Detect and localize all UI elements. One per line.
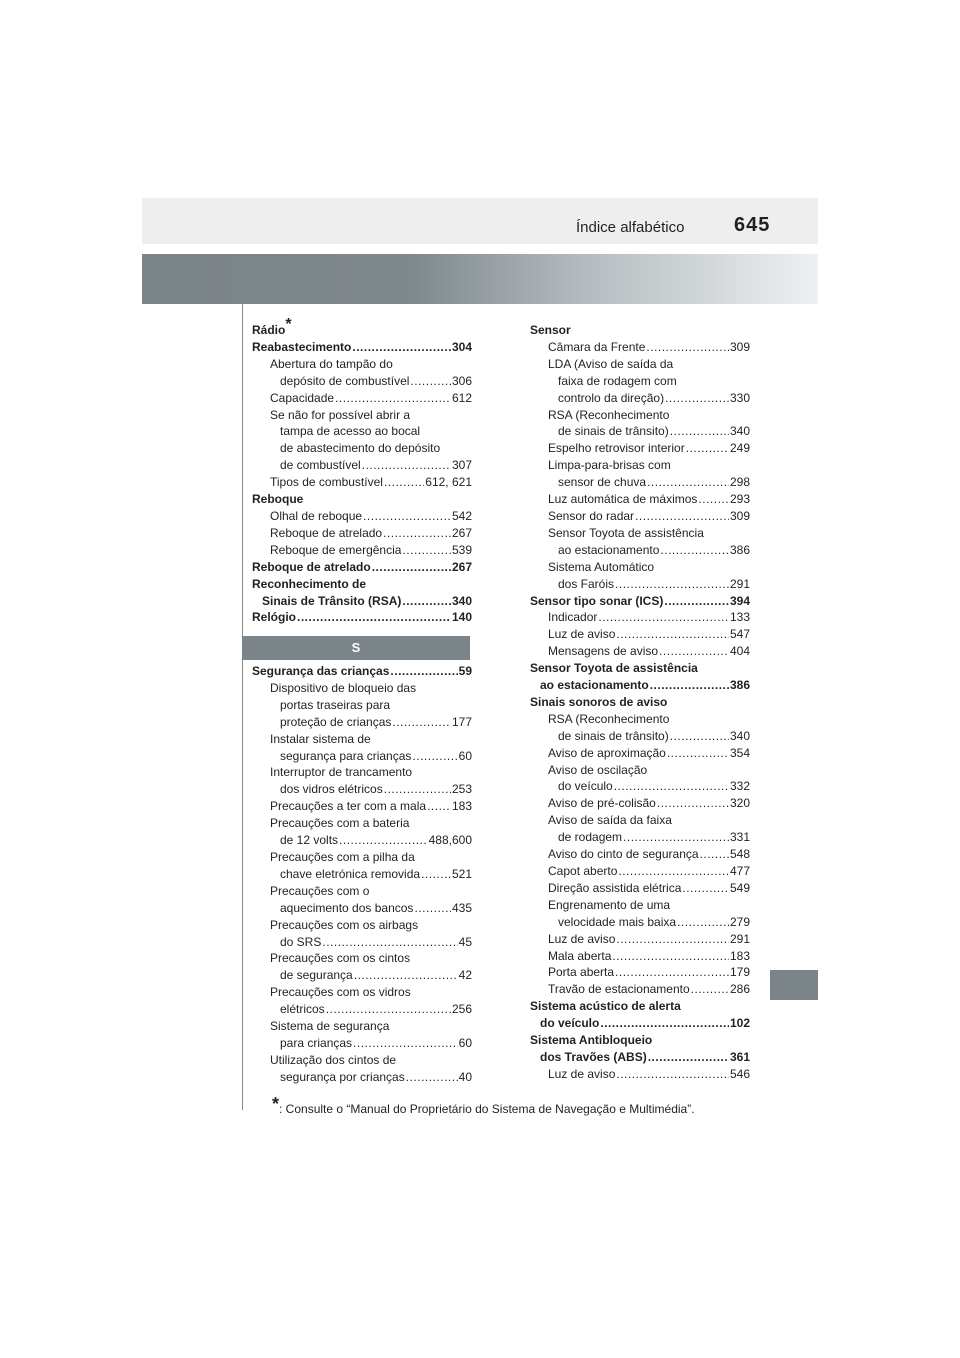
footnote-marker: * — [272, 1094, 280, 1114]
page-ref: 42 — [458, 968, 472, 983]
entry-text: segurança para crianças — [280, 748, 412, 763]
entry-text: Sensor tipo sonar (ICS) — [530, 593, 664, 608]
index-entry — [252, 407, 472, 475]
index-entry — [530, 964, 750, 981]
index-entry — [252, 950, 472, 984]
dot-leader — [657, 795, 729, 812]
page-ref: 340 — [451, 593, 472, 608]
dot-leader — [616, 931, 729, 948]
dot-leader — [635, 508, 729, 525]
entry-text: depósito de combustível — [280, 373, 410, 388]
page-ref: 330 — [729, 390, 750, 405]
dot-leader — [427, 798, 451, 815]
entry-text: Sistema acústico de alerta — [530, 999, 681, 1014]
entry-text: Reboque de atrelado — [270, 525, 383, 540]
page-ref: 291 — [729, 576, 750, 591]
entry-text: Reboque de emergência — [270, 542, 402, 557]
index-entry — [252, 474, 472, 491]
entry-text: Sinais de Trânsito (RSA) — [262, 593, 402, 608]
entry-text: Aviso de oscilação — [548, 762, 648, 777]
page-ref: 183 — [729, 948, 750, 963]
dot-leader — [339, 832, 428, 849]
index-entry — [530, 593, 750, 610]
dot-leader — [363, 508, 451, 525]
dot-leader — [372, 559, 451, 576]
index-column-s — [252, 663, 472, 1086]
dot-leader — [612, 948, 729, 965]
entry-text: Se não for possível abrir a — [270, 407, 411, 422]
entry-text: Luz automática de máximos — [548, 492, 698, 507]
entry-text: Indicador — [548, 610, 598, 625]
dot-leader — [659, 643, 729, 660]
index-entry — [530, 762, 750, 796]
index-entry — [530, 339, 750, 356]
page-ref: 253 — [451, 782, 472, 797]
index-entry — [530, 711, 750, 745]
entry-text: RSA (Reconhecimento — [548, 711, 670, 726]
entry-text: Engrenamento de uma — [548, 897, 671, 912]
entry-text: de 12 volts — [280, 833, 339, 848]
gradient-band — [142, 254, 818, 304]
dot-leader — [383, 525, 451, 542]
index-entry — [252, 576, 472, 610]
entry-text: Sistema de segurança — [270, 1019, 390, 1034]
entry-text: dos vidros elétricos — [280, 782, 383, 797]
dot-leader — [667, 745, 729, 762]
page-ref: 361 — [729, 1049, 750, 1064]
page-ref: 539 — [451, 542, 472, 557]
section-letter: S — [242, 636, 470, 660]
index-entry — [530, 660, 750, 694]
dot-leader — [414, 900, 451, 917]
page-ref: 60 — [458, 1035, 472, 1050]
entry-text: Precauções com a bateria — [270, 816, 410, 831]
dot-leader — [698, 491, 729, 508]
page-ref: 309 — [729, 508, 750, 523]
index-entry — [252, 917, 472, 951]
entry-text: segurança por crianças — [280, 1069, 405, 1084]
dot-leader — [352, 339, 451, 356]
entry-text: Travão de estacionamento — [548, 982, 690, 997]
index-entry — [530, 407, 750, 441]
entry-text: faixa de rodagem com — [558, 373, 677, 388]
page-ref: 307 — [451, 458, 472, 473]
footnote — [272, 1094, 695, 1116]
page-ref: 340 — [729, 728, 750, 743]
index-entry — [530, 846, 750, 863]
entry-text: Aviso de saída da faixa — [548, 813, 672, 828]
entry-text: Tipos de combustível — [270, 475, 383, 490]
entry-text: sensor de chuva — [558, 475, 647, 490]
index-entry — [530, 880, 750, 897]
index-entry — [530, 626, 750, 643]
page-ref: 133 — [729, 610, 750, 625]
entry-text: Precauções com os cintos — [270, 951, 411, 966]
entry-text: Limpa-para-brisas com — [548, 458, 671, 473]
page-ref: 291 — [729, 931, 750, 946]
entry-text: Espelho retrovisor interior — [548, 441, 685, 456]
dot-leader — [326, 1001, 451, 1018]
entry-text: Reconhecimento de — [252, 576, 367, 591]
entry-text: Mala aberta — [548, 948, 612, 963]
entry-text: Aviso de pré-colisão — [548, 796, 656, 811]
index-entry — [530, 457, 750, 491]
entry-text: dos Travões (ABS) — [540, 1049, 647, 1064]
index-entry — [530, 998, 750, 1032]
dot-leader — [614, 778, 729, 795]
footnote-text: : Consulte o “Manual do Proprietário do Sistema de Navegação e Multimédia”. — [279, 1102, 695, 1116]
index-entry — [530, 694, 750, 711]
page-ref: 309 — [729, 339, 750, 354]
page-title: Índice alfabético — [576, 219, 685, 236]
entry-text: Olhal de reboque — [270, 508, 363, 523]
dot-leader — [406, 1069, 458, 1086]
index-entry — [252, 559, 472, 576]
entry-text: Porta aberta — [548, 965, 615, 980]
entry-text: Sistema Antibloqueio — [530, 1033, 653, 1048]
entry-text: Direção assistida elétrica — [548, 880, 682, 895]
page-ref: 547 — [729, 627, 750, 642]
page-ref: 404 — [729, 644, 750, 659]
entry-text: Instalar sistema de — [270, 731, 371, 746]
index-entry — [252, 984, 472, 1018]
page-ref: 435 — [451, 900, 472, 915]
entry-text: controlo da direção) — [558, 390, 665, 405]
page-ref: 293 — [729, 492, 750, 507]
page-ref: 60 — [458, 748, 472, 763]
dot-leader — [665, 390, 729, 407]
page-ref: 548 — [729, 847, 750, 862]
entry-text: ao estacionamento — [540, 678, 649, 693]
entry-text: Reboque de atrelado — [252, 559, 371, 574]
entry-text: Segurança das crianças — [252, 664, 390, 678]
index-entry — [252, 356, 472, 390]
footnote-marker-ref: * — [285, 316, 292, 333]
page-ref: 304 — [451, 339, 472, 354]
dot-leader — [660, 542, 729, 559]
page-ref: 286 — [729, 982, 750, 997]
index-entry — [252, 542, 472, 559]
entry-text: do veículo — [540, 1016, 600, 1031]
dot-leader — [600, 1015, 729, 1032]
dot-leader — [646, 339, 729, 356]
entry-text: Capacidade — [270, 390, 335, 405]
index-entry — [530, 981, 750, 998]
dot-leader — [335, 390, 451, 407]
page-ref: 612 — [451, 390, 472, 405]
page-ref: 177 — [451, 714, 472, 729]
dot-leader — [623, 829, 729, 846]
dot-leader — [616, 1066, 729, 1083]
index-entry — [252, 609, 472, 626]
entry-text: de sinais de trânsito) — [558, 728, 669, 743]
entry-text: aquecimento dos bancos — [280, 900, 414, 915]
index-entry — [252, 491, 472, 508]
dot-leader — [402, 593, 451, 610]
index-entry — [530, 1032, 750, 1066]
entry-text: Dispositivo de bloqueio das — [270, 680, 417, 695]
index-entry — [530, 863, 750, 880]
entry-text: chave eletrónica removida — [280, 866, 421, 881]
page-ref: 331 — [729, 830, 750, 845]
index-entry — [252, 764, 472, 798]
index-entry — [252, 663, 472, 680]
entry-text: proteção de crianças — [280, 714, 392, 729]
entry-text: Precauções a ter com a mala — [270, 799, 427, 814]
dot-leader — [297, 609, 451, 626]
index-entry — [530, 525, 750, 559]
page-ref: 306 — [451, 373, 472, 388]
entry-text: do veículo — [558, 779, 613, 794]
entry-text: de rodagem — [558, 830, 623, 845]
page-ref: 320 — [729, 796, 750, 811]
dot-leader — [616, 626, 729, 643]
index-entry — [530, 440, 750, 457]
dot-leader — [682, 880, 729, 897]
index-entry — [252, 883, 472, 917]
dot-leader — [384, 781, 451, 798]
dot-leader — [390, 663, 457, 680]
page-number: 645 — [734, 214, 771, 236]
dot-leader — [647, 474, 729, 491]
dot-leader — [670, 423, 729, 440]
page-ref: 549 — [729, 880, 750, 895]
index-entry — [530, 795, 750, 812]
dot-leader — [421, 866, 451, 883]
index-entry — [530, 508, 750, 525]
index-entry — [530, 812, 750, 846]
page-ref: 332 — [729, 779, 750, 794]
entry-text: Mensagens de aviso — [548, 644, 659, 659]
entry-text: tampa de acesso ao bocal — [280, 424, 421, 439]
entry-text: Precauções com o — [270, 883, 370, 898]
index-entry — [252, 731, 472, 765]
dot-leader — [402, 542, 451, 559]
entry-text: Precauções com a pilha da — [270, 849, 415, 864]
entry-text: de segurança — [280, 968, 353, 983]
page-ref: 256 — [451, 1002, 472, 1017]
entry-text: Relógio — [252, 610, 296, 625]
entry-text: Reboque — [252, 492, 304, 507]
dot-leader — [384, 474, 424, 491]
page-ref: 488,600 — [428, 833, 472, 848]
index-entry — [530, 931, 750, 948]
chapter-tab — [770, 970, 818, 1000]
page-ref: 340 — [729, 424, 750, 439]
entry-text: Sistema Automático — [548, 559, 655, 574]
dot-leader — [392, 714, 451, 731]
index-entry — [252, 1052, 472, 1086]
entry-text: LDA (Aviso de saída da — [548, 356, 674, 371]
index-column-r — [252, 316, 472, 626]
entry-text: Reabastecimento — [252, 339, 352, 354]
dot-leader — [615, 964, 729, 981]
index-entry — [530, 609, 750, 626]
dot-leader — [322, 934, 457, 951]
entry-text: de combustível — [280, 458, 361, 473]
index-entry — [530, 643, 750, 660]
entry-text: para crianças — [280, 1035, 353, 1050]
dot-leader — [412, 748, 457, 765]
page-ref: 267 — [451, 525, 472, 540]
entry-text: Sensor Toyota de assistência — [548, 525, 704, 540]
index-entry — [530, 948, 750, 965]
index-entry — [252, 390, 472, 407]
entry-text: Luz de aviso — [548, 931, 616, 946]
page-ref: 279 — [729, 914, 750, 929]
entry-text: de sinais de trânsito) — [558, 424, 669, 439]
entry-text: Sinais sonoros de aviso — [530, 694, 668, 709]
dot-leader — [618, 863, 729, 880]
index-entry — [252, 316, 472, 339]
page-ref: 386 — [729, 678, 750, 693]
dot-leader — [648, 1049, 729, 1066]
entry-text: Sensor do radar — [548, 508, 635, 523]
index-entry — [530, 491, 750, 508]
page-ref: 59 — [458, 664, 472, 678]
page-ref: 546 — [729, 1066, 750, 1081]
page-ref: 267 — [451, 559, 472, 574]
dot-leader — [354, 967, 458, 984]
dot-leader — [650, 677, 729, 694]
page-ref: 394 — [729, 593, 750, 608]
entry-text: de abastecimento do depósito — [280, 441, 441, 456]
page-ref: 298 — [729, 475, 750, 490]
entry-text: velocidade mais baixa — [558, 914, 677, 929]
index-entry — [530, 745, 750, 762]
index-entry — [252, 508, 472, 525]
index-entry — [530, 559, 750, 593]
entry-text: Aviso do cinto de segurança — [548, 847, 699, 862]
entry-text: Rádio — [252, 323, 286, 337]
entry-text: Abertura do tampão do — [270, 356, 393, 371]
dot-leader — [410, 373, 451, 390]
page-ref: 612, 621 — [425, 475, 472, 490]
entry-text: dos Faróis — [558, 576, 615, 591]
index-entry — [252, 525, 472, 542]
page-ref: 386 — [729, 542, 750, 557]
entry-text: Sensor — [530, 323, 571, 337]
dot-leader — [598, 609, 729, 626]
dot-leader — [686, 440, 729, 457]
page-ref: 140 — [451, 610, 472, 625]
index-entry — [530, 897, 750, 931]
dot-leader — [700, 846, 729, 863]
entry-text: Utilização dos cintos de — [270, 1052, 397, 1067]
entry-text: portas traseiras para — [280, 697, 391, 712]
index-entry — [252, 1018, 472, 1052]
page-ref: 542 — [451, 508, 472, 523]
header-bar — [142, 198, 818, 244]
page-ref: 477 — [729, 864, 750, 878]
entry-text: do SRS — [280, 934, 322, 949]
dot-leader — [362, 457, 451, 474]
entry-text: ao estacionamento — [558, 542, 660, 557]
entry-text: Aviso de aproximação — [548, 745, 666, 760]
dot-leader — [353, 1035, 458, 1052]
entry-text: Câmara da Frente — [548, 339, 646, 354]
dot-leader — [691, 981, 729, 998]
page-ref: 45 — [458, 934, 472, 949]
column-divider — [242, 304, 243, 1110]
entry-text: elétricos — [280, 1002, 325, 1017]
entry-text: RSA (Reconhecimento — [548, 407, 670, 422]
dot-leader — [670, 728, 729, 745]
entry-text: Sensor Toyota de assistência — [530, 661, 698, 676]
index-entry — [530, 356, 750, 407]
page-ref: 521 — [451, 866, 472, 881]
index-entry — [252, 815, 472, 849]
entry-text: Precauções com os airbags — [270, 917, 419, 932]
page-ref: 40 — [458, 1069, 472, 1084]
page-ref: 249 — [729, 441, 750, 456]
page-ref: 179 — [729, 965, 750, 980]
dot-leader — [664, 593, 729, 610]
entry-text: Interruptor de trancamento — [270, 765, 413, 780]
dot-leader — [615, 576, 729, 593]
index-entry — [252, 339, 472, 356]
page-ref: 183 — [451, 799, 472, 814]
index-column-right — [530, 322, 750, 1083]
dot-leader — [677, 914, 729, 931]
entry-text: Luz de aviso — [548, 1066, 616, 1081]
page-ref: 354 — [729, 745, 750, 760]
entry-text: Luz de aviso — [548, 627, 616, 642]
page-ref: 102 — [729, 1016, 750, 1031]
index-entry — [252, 798, 472, 815]
index-entry — [252, 680, 472, 731]
index-entry — [530, 1066, 750, 1083]
index-entry — [252, 849, 472, 883]
entry-text: Precauções com os vidros — [270, 985, 411, 1000]
entry-text: Capot aberto — [548, 864, 618, 878]
index-entry — [530, 322, 750, 339]
